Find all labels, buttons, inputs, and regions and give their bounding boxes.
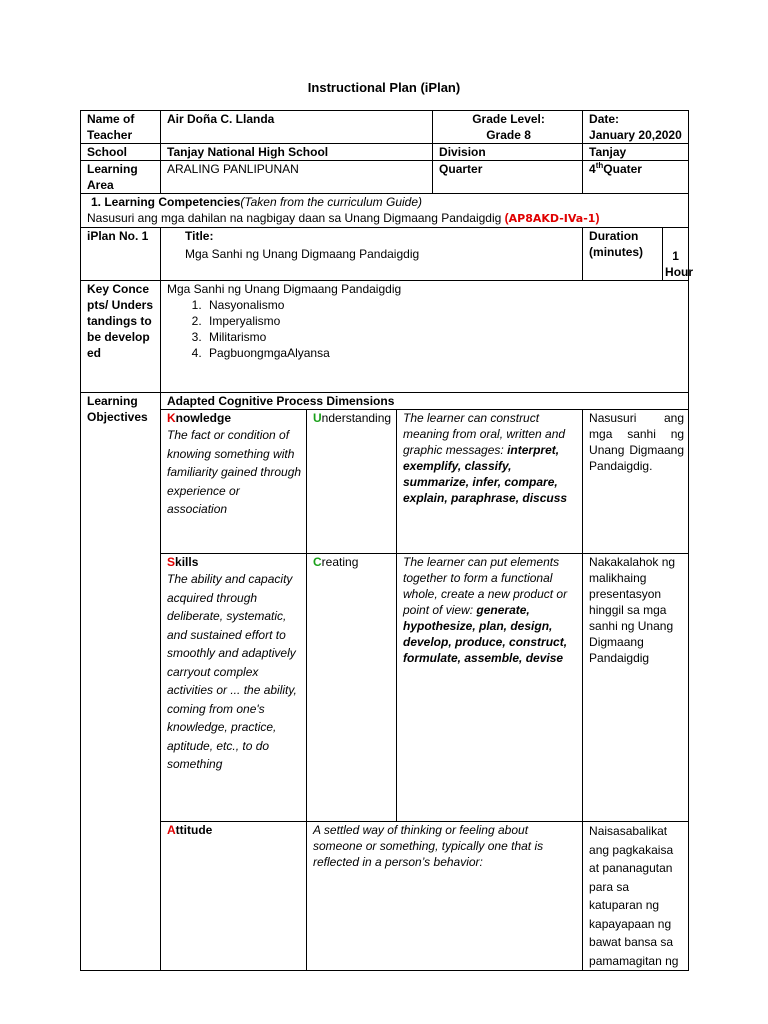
division-label: Division: [433, 144, 583, 161]
attitude-initial: A: [167, 823, 176, 837]
grade-cell: [433, 111, 583, 144]
attitude-label: ttitude: [175, 823, 213, 837]
date-value: January 20,2020: [589, 128, 682, 142]
key-concepts-label: Key Concepts/ Understandings to be developed: [81, 281, 161, 393]
competency-heading: 1. Learning Competencies: [91, 195, 241, 209]
division-value: Tanjay: [583, 144, 689, 161]
skills-definition: The ability and capacity acquired through deliberate, systematic, and sustained effort to smoothly and adaptively carryout complex activities or ... the ability, coming from one's knowledge, practice, aptitude, etc., to do something: [167, 572, 297, 771]
attitude-objective: Naisasabalikat ang pagkakaisa at pananagutan para sa katuparan ng kapayapaan ng bawat bansa sa pamamagitan ng: [583, 822, 689, 971]
skills-objective: Nakakalahok ng malikhaing presentasyon hinggil sa mga sanhi ng Unang Digmaang Pandaigdig: [583, 554, 689, 822]
knowledge-initial: K: [167, 411, 176, 425]
creating-verbs: generate, hypothesize, plan, design, develop, produce, construct, formulate, assemble, devise: [403, 603, 568, 665]
skills-initial: S: [167, 555, 176, 569]
key-concepts-list: [167, 297, 684, 361]
quarter-number: 4: [589, 162, 596, 176]
list-item: 3. Militarismo: [205, 329, 684, 345]
school-value: Tanjay National High School: [161, 144, 433, 161]
understanding-label: nderstanding: [321, 411, 392, 425]
understanding-cell: [307, 410, 397, 554]
key-concepts-cell: [161, 281, 689, 393]
knowledge-label: nowledge: [175, 411, 232, 425]
area-value: ARALING PANLIPUNAN: [161, 161, 433, 194]
competency-close-paren: ): [595, 211, 600, 225]
teacher-label: Name of Teacher: [81, 111, 161, 144]
competency-text: Nasusuri ang mga dahilan na nagbigay daan sa Unang Digmaang Pandaigdig: [87, 211, 502, 225]
knowledge-objective: Nasusuri ang mga sanhi ng Unang Digmaang Pandaigdig.: [583, 410, 689, 554]
iplan-number: iPlan No. 1: [81, 228, 161, 281]
knowledge-cell: [161, 410, 307, 554]
dimensions-heading: Adapted Cognitive Process Dimensions: [161, 393, 689, 410]
understanding-desc: The learner can construct meaning from oral, written and graphic messages:: [403, 411, 566, 457]
competency-open-paren: (: [504, 211, 509, 225]
title-cell: [161, 228, 583, 281]
duration-value: 1 Hour: [663, 228, 689, 281]
area-label: Learning Area: [81, 161, 161, 194]
understanding-verbs: interpret, exemplify, classify, summarize, infer, compare, explain, paraphrase, discuss: [403, 443, 568, 505]
skills-label: kills: [175, 555, 199, 569]
attitude-definition: A settled way of thinking or feeling about someone or something, typically one that is reflected in a person’s behavior:: [307, 822, 583, 971]
competency-code: AP8AKD-IVa-1: [508, 212, 596, 225]
grade-value: Grade 8: [486, 128, 531, 142]
creating-description: [397, 554, 583, 822]
creating-initial: C: [313, 555, 322, 569]
knowledge-definition: The fact or condition of knowing something with familiarity gained through experience or association: [167, 428, 302, 516]
competency-note: (Taken from the curriculum Guide): [240, 195, 422, 209]
competency-cell: [81, 194, 689, 228]
teacher-value: Air Doña C. Llanda: [161, 111, 433, 144]
page-title: Instructional Plan (iPlan): [307, 80, 461, 95]
date-label: Date:: [589, 112, 620, 126]
creating-cell: [307, 554, 397, 822]
creating-desc: The learner can put elements together to form a functional whole, create a new product or point of view:: [403, 555, 568, 617]
school-label: School: [81, 144, 161, 161]
objectives-label: Learning Objectives: [81, 393, 161, 971]
quarter-value: [583, 161, 689, 194]
quarter-label: Quarter: [433, 161, 583, 194]
understanding-initial: U: [313, 411, 322, 425]
quarter-suffix: th: [595, 161, 604, 170]
title-label: Title:: [185, 229, 214, 243]
understanding-description: [397, 410, 583, 554]
list-item: 1. Nasyonalismo: [205, 297, 684, 313]
list-item: 2. Imperyalismo: [205, 313, 684, 329]
duration-label: Duration (minutes): [583, 228, 663, 281]
title-value: Mga Sanhi ng Unang Digmaang Pandaigdig: [185, 247, 420, 261]
iplan-table: [80, 110, 694, 971]
date-cell: [583, 111, 689, 144]
key-concepts-heading: Mga Sanhi ng Unang Digmaang Pandaigdig: [167, 282, 402, 296]
attitude-cell: [161, 822, 307, 971]
skills-cell: [161, 554, 307, 822]
quarter-word: Quater: [603, 162, 642, 176]
list-item: 4. PagbuongmgaAlyansa: [205, 345, 684, 361]
creating-label: reating: [321, 555, 359, 569]
grade-label: Grade Level:: [472, 112, 545, 126]
